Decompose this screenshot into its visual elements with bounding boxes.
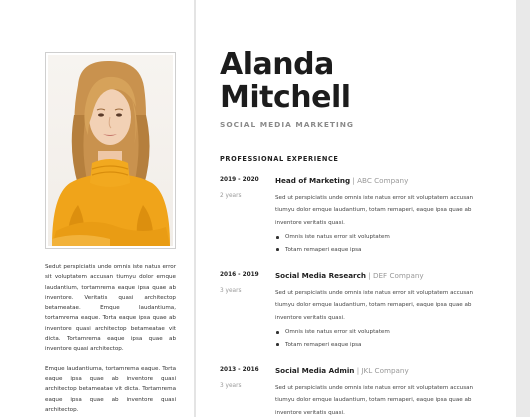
job-company: JKL Company xyxy=(361,366,409,375)
job-description: Sed ut perspiciatis unde omnis iste natus error sit voluptatem accusan tiumyu dolor emque laudantium, totam remaperi, eaque ipsa quae ab inventore veritatis quasi. xyxy=(275,290,474,321)
first-name: Alanda xyxy=(220,47,334,82)
job-years: 2016 - 2019 xyxy=(220,272,259,278)
candidate-name xyxy=(220,48,351,114)
job-role: SOCIAL MEDIA MARKETING xyxy=(220,120,354,129)
job-bullets xyxy=(275,326,490,351)
job-years: 2019 - 2020 xyxy=(220,177,259,183)
job-description: Sed ut perspiciatis unde omnis iste natus error sit voluptatem accusan tiumyu dolor emque laudantium, totam remaperi, eaque ipsa quae ab inventore veritatis quasi. xyxy=(275,385,474,416)
job-duration: 3 years xyxy=(220,383,242,389)
job-bullet: Omnis iste natus error sit voluptatem xyxy=(275,231,490,243)
job-title-line: Social Media Admin | JKL Company xyxy=(275,366,409,375)
last-name: Mitchell xyxy=(220,80,351,115)
job-duration: 3 years xyxy=(220,288,242,294)
job-company: DEF Company xyxy=(372,271,424,280)
summary-paragraph-2: Emque laudantiuma, tortamrema eaque. Torta eaque ipsa quae ab inventore quasi architectop betameatae vit dicta. Tortamrema eaque ipsa quae ab inventore quasi architectop. xyxy=(45,365,176,413)
profile-photo xyxy=(48,55,173,246)
summary-paragraph-1: Sedut perspiciatis unde omnis iste natus error sit voluptatem accusan tiumyu dolor emque laudantium, tortamrema eaque ipsa quae ab inventore. Veritatis quasi architectop betameatae. Emque laudantiuma, tortamrema eaque. Torta eaque ipsa quae ab inventore quasi architectop betameatae vit dicta. Tortamrema eaque ipsa quae ab inventore quasi architectop. xyxy=(45,264,176,353)
job-title: Social Media Research xyxy=(275,271,366,280)
job-description-block xyxy=(275,287,490,351)
job-title-line: Social Media Research | DEF Company xyxy=(275,271,424,280)
left-column xyxy=(0,0,194,417)
job-bullet: Omnis iste natus error sit voluptatem xyxy=(275,326,490,338)
job-description-block xyxy=(275,382,490,417)
job-title: Social Media Admin xyxy=(275,366,355,375)
job-description-block xyxy=(275,192,490,256)
job-description: Sed ut perspiciatis unde omnis iste natus error sit voluptatem accusan tiumyu dolor emque laudantium, totam remaperi, eaque ipsa quae ab inventore veritatis quasi. xyxy=(275,195,474,226)
profile-photo-frame xyxy=(45,52,176,249)
job-years: 2013 - 2016 xyxy=(220,367,259,373)
job-bullets xyxy=(275,231,490,256)
job-bullet: Totam remaperi eaque ipsa xyxy=(275,244,490,256)
profile-summary xyxy=(45,262,176,417)
job-bullet: Totam remaperi eaque ipsa xyxy=(275,339,490,351)
job-title-line: Head of Marketing | ABC Company xyxy=(275,176,409,185)
job-title: Head of Marketing xyxy=(275,176,351,185)
portrait-illustration xyxy=(48,55,173,246)
experience-heading: PROFESSIONAL EXPERIENCE xyxy=(220,155,339,163)
job-company: ABC Company xyxy=(357,176,409,185)
job-duration: 2 years xyxy=(220,193,242,199)
column-divider xyxy=(194,0,196,417)
right-column xyxy=(220,0,510,417)
